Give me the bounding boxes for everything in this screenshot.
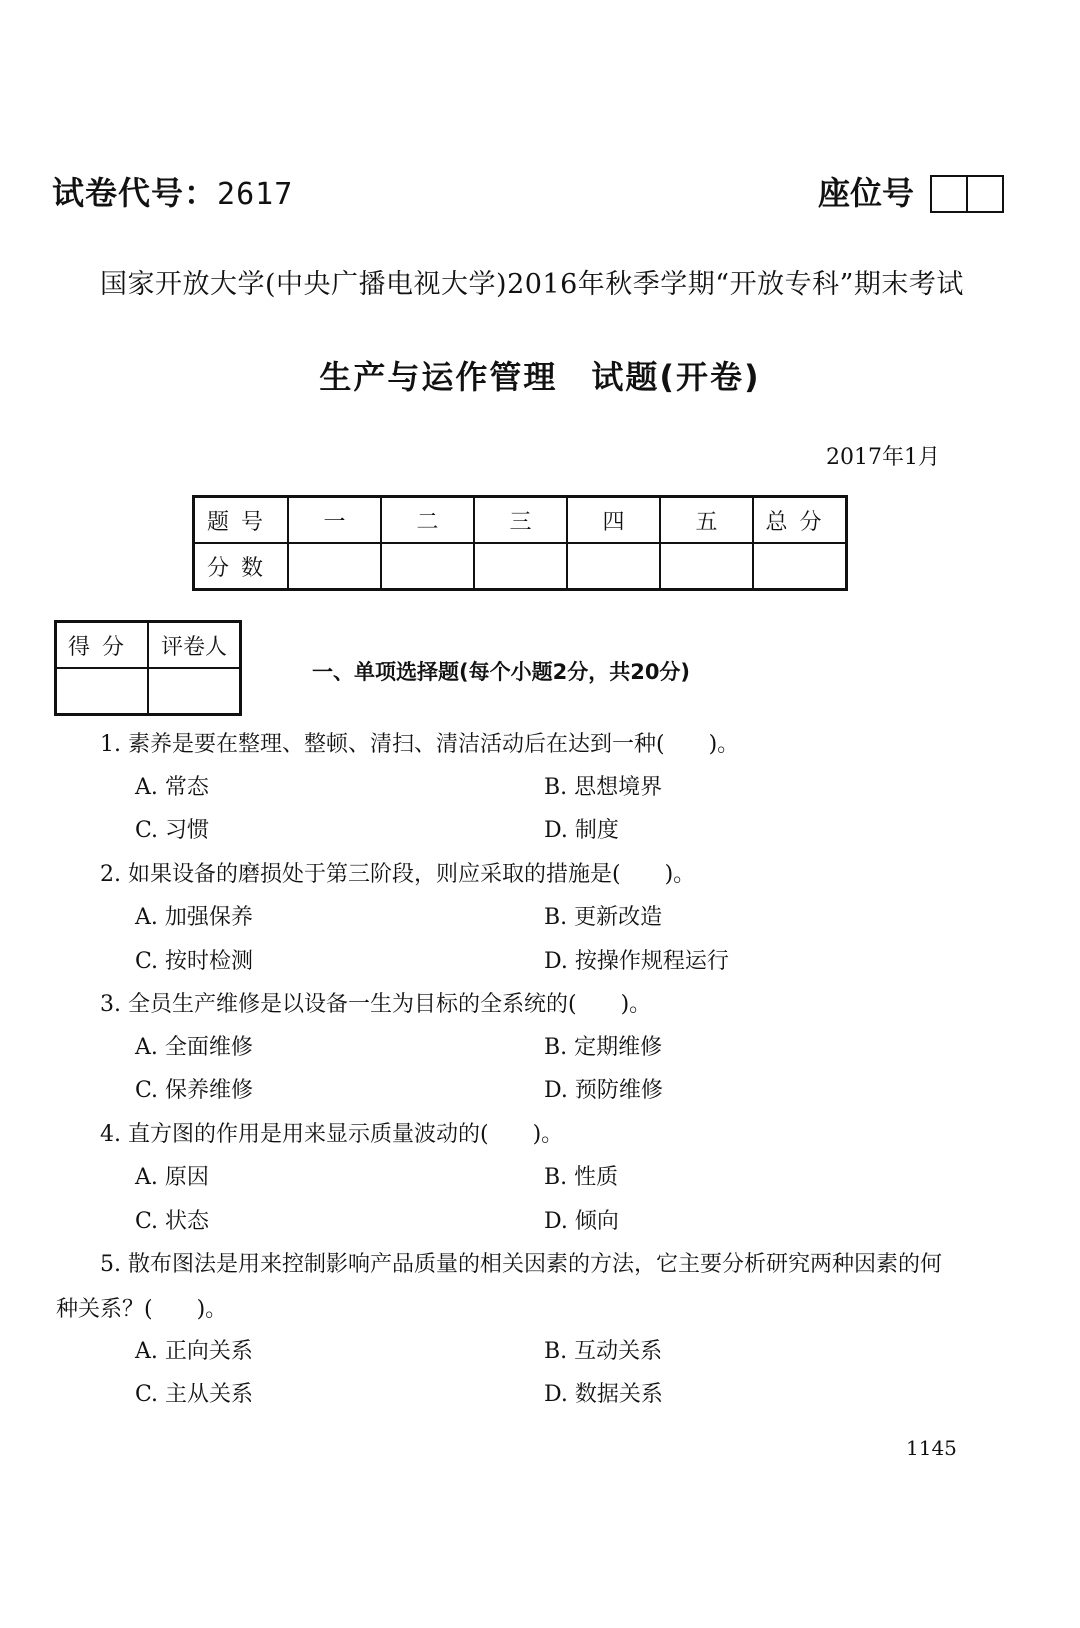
question-3-option-c[interactable]: C. 保养维修 [135,1078,254,1103]
question-2-option-c[interactable]: C. 按时检测 [135,949,254,974]
seat-box[interactable] [932,177,968,211]
question-5-option-c[interactable]: C. 主从关系 [135,1382,254,1407]
grader-table [54,620,242,716]
paper-code-label: 试卷代号： [52,174,218,212]
section-title: 一、单项选择题(每个小题2分，共20分) [312,660,691,684]
question-1-option-a[interactable]: A. 常态 [135,775,209,800]
question-2-option-d[interactable]: D. 按操作规程运行 [544,949,729,974]
question-1-option-d[interactable]: D. 制度 [544,818,619,843]
seat-label: 座位号 [818,174,915,212]
score-cell-q3: 三 [474,497,567,544]
question-2-stem: 2. 如果设备的磨损处于第三阶段，则应采取的措施是( )。 [100,862,696,887]
score-input[interactable] [660,543,753,590]
question-3-option-d[interactable]: D. 预防维修 [544,1078,663,1103]
question-3-option-a[interactable]: A. 全面维修 [135,1035,253,1060]
question-4-option-a[interactable]: A. 原因 [135,1165,209,1190]
question-5-stem: 5. 散布图法是用来控制影响产品质量的相关因素的方法，它主要分析研究两种因素的何 [100,1252,942,1277]
question-2-option-b[interactable]: B. 更新改造 [544,905,663,930]
question-5-stem-continued: 种关系？( )。 [56,1297,228,1322]
seat-number-boxes[interactable] [930,175,1004,213]
question-4-stem: 4. 直方图的作用是用来显示质量波动的( )。 [100,1122,564,1147]
score-row-label: 分数 [194,543,289,590]
score-table-value-row [194,543,847,590]
paper-code-value: 2617 [217,177,294,212]
seat-box[interactable] [968,177,1002,211]
score-table [192,495,848,591]
score-cell-q4: 四 [567,497,660,544]
question-5-option-d[interactable]: D. 数据关系 [544,1382,663,1407]
score-table-header-row [194,497,847,544]
page-number: 1145 [906,1436,957,1460]
question-5-option-b[interactable]: B. 互动关系 [544,1339,663,1364]
exam-header: 国家开放大学(中央广播电视大学)2016年秋季学期“开放专科”期末考试 [100,269,964,300]
exam-date: 2017年1月 [826,445,940,470]
score-input[interactable] [381,543,474,590]
score-cell-q1: 一 [288,497,381,544]
score-input[interactable] [567,543,660,590]
question-2-option-a[interactable]: A. 加强保养 [135,905,253,930]
score-cell-q2: 二 [381,497,474,544]
grader-name-label: 评卷人 [148,622,241,669]
question-1-stem: 1. 素养是要在整理、整顿、清扫、清洁活动后在达到一种( )。 [100,732,740,757]
score-cell-total: 总分 [753,497,847,544]
question-3-stem: 3. 全员生产维修是以设备一生为目标的全系统的( )。 [100,992,652,1017]
score-input[interactable] [288,543,381,590]
score-cell-q5: 五 [660,497,753,544]
question-3-option-b[interactable]: B. 定期维修 [544,1035,663,1060]
grader-score-label: 得分 [56,622,149,669]
score-cell-label: 题号 [194,497,289,544]
score-input[interactable] [474,543,567,590]
paper-code [52,168,293,214]
question-1-option-c[interactable]: C. 习惯 [135,818,210,843]
score-input[interactable] [753,543,847,590]
question-1-option-b[interactable]: B. 思想境界 [544,775,663,800]
question-5-option-a[interactable]: A. 正向关系 [135,1339,253,1364]
exam-title: 生产与运作管理 试题(开卷) [319,358,761,396]
grader-score-input[interactable] [56,668,149,715]
grader-name-input[interactable] [148,668,241,715]
question-4-option-b[interactable]: B. 性质 [544,1165,619,1190]
question-4-option-d[interactable]: D. 倾向 [544,1209,619,1234]
question-4-option-c[interactable]: C. 状态 [135,1209,210,1234]
